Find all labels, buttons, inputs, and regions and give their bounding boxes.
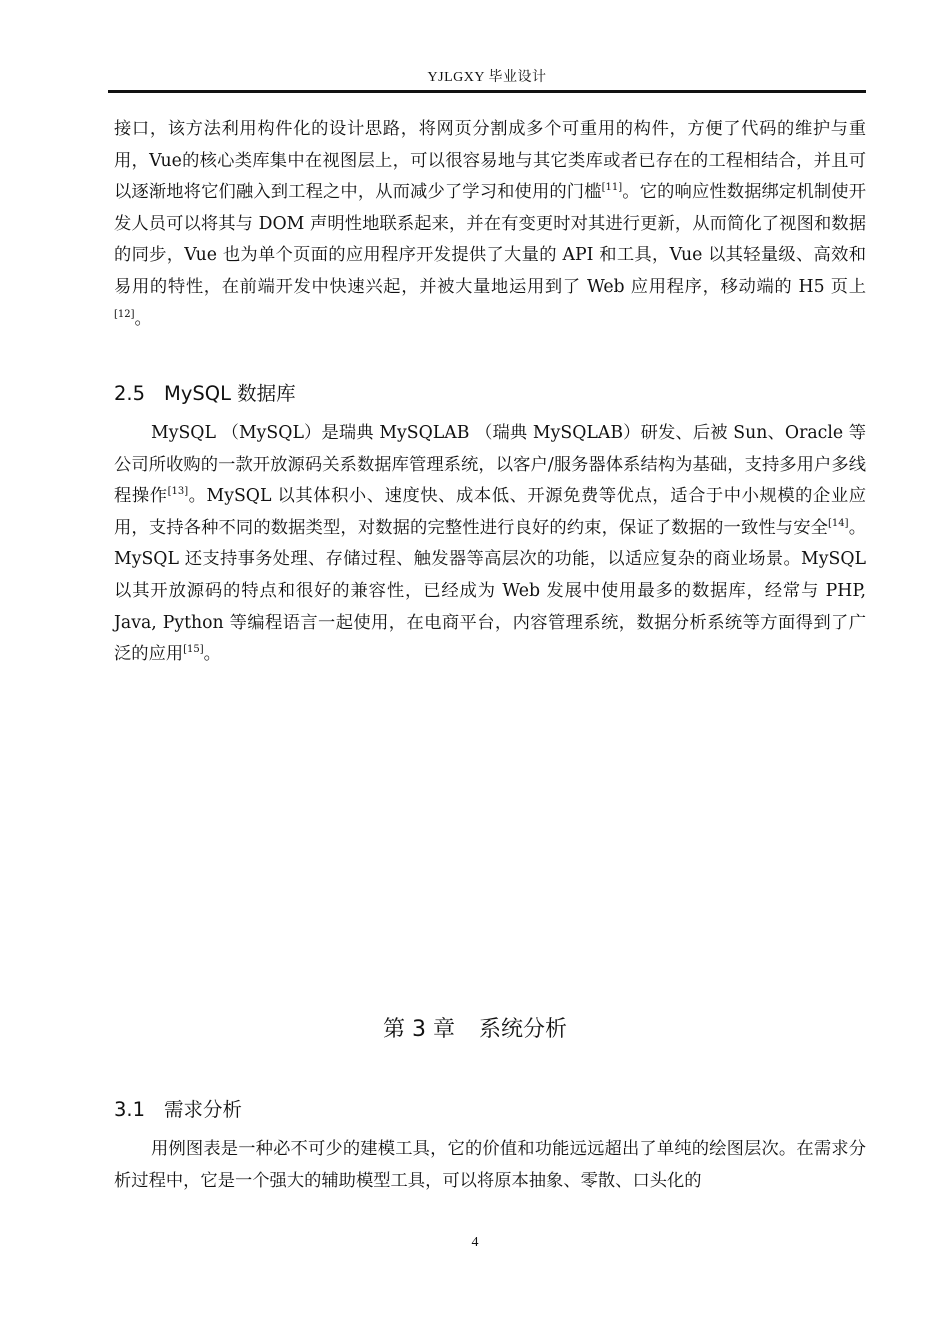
paragraph-text: 用例图表是一种必不可少的建模工具，它的价值和功能远远超出了单纯的绘图层次。在需求分析过程中，它是一个强大的辅助模型工具，可以将原本抽象、零散、口头化的 (114, 1139, 866, 1191)
paragraph-text: 。MySQL 还支持事务处理、存储过程、触发器等高层次的功能，以适应复杂的商业场景。MySQL 以其开放源码的特点和很好的兼容性，已经成为 Web 发展中使用最多的数据库，经常与 PHP, Java, Python 等编程语言一起使用，在电商平台，内容管理系统，数据分析系统等方面得到了广泛的应用 (114, 517, 866, 665)
section-title: 需求分析 (164, 1098, 243, 1121)
section-number: 2.5 (114, 382, 146, 405)
paragraph-text: 。它的响应性数据绑定机制使开发人员可以将其与 DOM 声明性地联系起来，并在有变更时对其进行更新，从而简化了视图和数据的同步，Vue 也为单个页面的应用程序开发提供了大量的 API 和工具，Vue 以其轻量级、高效和易用的特性，在前端开发中快速兴起，并被大量地运用到了 Web 应用程序，移动端的 H5 页上 (114, 182, 866, 297)
chapter-title: 系统分析 (478, 1017, 567, 1042)
citation-11: [11] (601, 182, 623, 194)
citation-15: [15] (183, 644, 204, 656)
section-number: 3.1 (114, 1098, 146, 1121)
paragraph-requirements (114, 1134, 866, 1197)
section-heading-3-1 (114, 1096, 242, 1124)
citation-12: [12] (114, 308, 135, 320)
paragraph-text: 。 (203, 644, 221, 665)
chapter-heading-3 (0, 1013, 950, 1047)
paragraph-text: 。MySQL 以其体积小、速度快、成本低、开源免费等优点，适合于中小规模的企业应用，支持各种不同的数据类型，对数据的完整性进行良好的约束，保证了数据的一致性与安全 (114, 486, 866, 538)
chapter-number: 第 3 章 (383, 1017, 455, 1042)
section-title: MySQL 数据库 (164, 382, 296, 405)
page-header (108, 68, 866, 93)
paragraph-mysql (114, 418, 866, 671)
paragraph-text: 接口，该方法利用构件化的设计思路，将网页分割成多个可重用的构件，方便了代码的维护与重用，Vue的核心类库集中在视图层上，可以很容易地与其它类库或者已存在的工程相结合，并且可以逐渐地将它们融入到工程之中，从而减少了学习和使用的门槛 (114, 119, 866, 203)
running-title: YJLGXY 毕业设计 (427, 70, 547, 85)
paragraph-text: 。 (134, 308, 152, 329)
section-heading-2-5 (114, 380, 296, 408)
page-number: 4 (471, 1235, 479, 1250)
paragraph-text: MySQL （MySQL）是瑞典 MySQLAB （瑞典 MySQLAB）研发、后被 Sun、Oracle 等公司所收购的一款开放源码关系数据库管理系统，以客户/服务器体系结构为基础，支持多用户多线程操作 (114, 423, 866, 507)
citation-13: [13] (167, 486, 189, 498)
citation-14: [14] (828, 517, 849, 529)
paragraph-vue-intro (114, 114, 866, 335)
